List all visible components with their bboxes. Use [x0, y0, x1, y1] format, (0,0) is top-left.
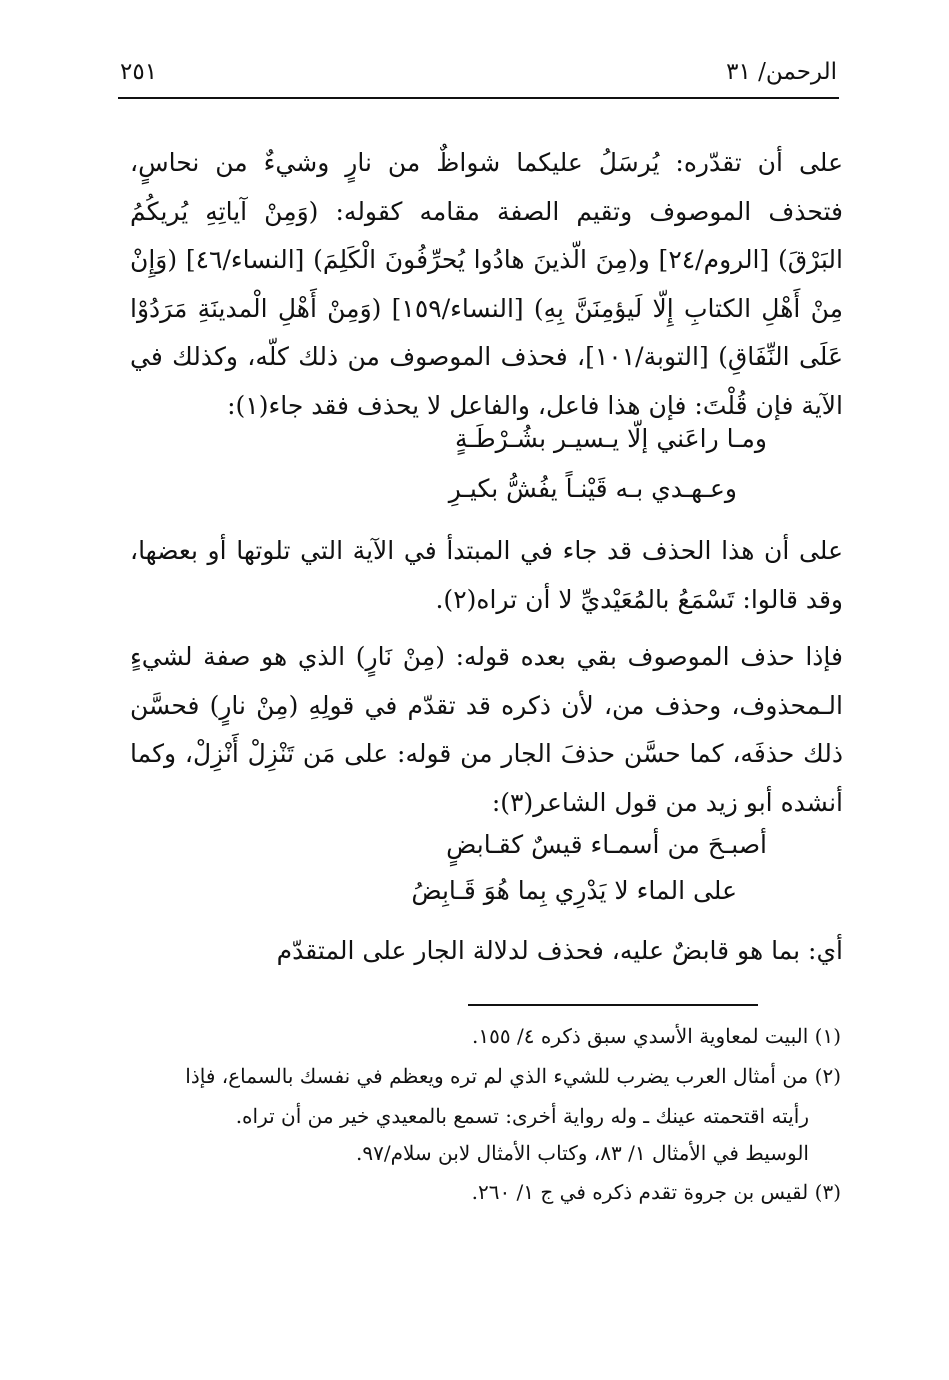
footnote-1: (١) البيت لمعاوية الأسدي سبق ذكره ٤/ ١٥٥.: [472, 1024, 841, 1048]
footnote-2-line-1: (٢) من أمثال العرب يضرب للشيء الذي لم تره ويعظم في نفسك بالسماع، فإذا: [185, 1064, 841, 1088]
verse-2-line-1: أصبـحَ من أسمـاء قيسٌ كقـابضٍ: [446, 830, 767, 859]
footnote-2-line-3: الوسيط في الأمثال ١/ ٨٣، وكتاب الأمثال لابن سلام/٩٧.: [356, 1141, 809, 1165]
paragraph-4: أي: بما هو قابضٌ عليه، فحذف لدلالة الجار على المتقدّم: [276, 936, 843, 965]
verse-1-line-1: ومـا راعَني إلّا يـسيـر بشُـرْطَـةٍ: [455, 424, 767, 453]
footnote-divider: [468, 1004, 758, 1006]
header-title: الرحمن/ ٣١: [726, 59, 837, 85]
footnote-3: (٣) لقيس بن جروة تقدم ذكره في ج ١/ ٢٦٠.: [471, 1180, 841, 1204]
paragraph-1: على أن تقدّره: يُرسَلُ عليكما شواظٌ من نارٍ وشيءٌ من نحاسٍ، فتحذف الموصوف وتقيم الصفة مقامه كقوله: (وَمِنْ آياتِهِ يُريكُمُ البَرْقَ) [الروم/٢٤] و(مِنَ الّذينَ هادُوا يُحرِّفُونَ الْكَلِمَ) [النساء/٤٦] (وَإِنْ مِنْ أَهْلِ الكتابِ إِلّا لَيؤمِنَنَّ بِهِ) [النساء/١٥٩] (وَمِنْ أَهْلِ الْمدينَةِ مَرَدُوْا عَلَى النِّفَاقِ) [التوبة/١٠١]، فحذف الموصوف من ذلك كلّه، وكذلك في الآية فإن قُلْتَ: فإن هذا فاعل، والفاعل لا يحذف فقد جاء(١):: [130, 148, 843, 420]
header-divider: [118, 97, 839, 99]
paragraph-3: فإذا حذف الموصوف بقي بعده قوله: (مِنْ نَارٍ) الذي هو صفة لشيءٍ الـمحذوف، وحذف من، لأن ذكره قد تقدّم في قولِهِ (مِنْ نارٍ) فحسَّن ذلك حذفَه، كما حسَّن حذفَ الجار من قوله: على مَن تَنْزِلْ أَنْزِلْ، وكما أنشده أبو زيد من قول الشاعر(٣):: [130, 642, 843, 817]
footnote-2-line-2: رأيته اقتحمته عينك ـ وله رواية أخرى: تسمع بالمعيدي خير من أن تراه.: [235, 1104, 809, 1128]
running-header: [120, 52, 837, 92]
verse-2-line-2: على الماء لا يَدْرِي بِما هُوَ قَـابِضُ: [411, 876, 737, 905]
verse-1-line-2: وعـهـدي بـه قَيْنـاً يفُشُّ بكيـرِ: [448, 474, 737, 503]
paragraph-2: على أن هذا الحذف قد جاء في المبتدأ في الآية التي تلوتها أو بعضها، وقد قالوا: تَسْمَعُ بالمُعَيْديِّ لا أن تراه(٢).: [130, 536, 843, 614]
page-number: ٢٥١: [120, 59, 158, 85]
